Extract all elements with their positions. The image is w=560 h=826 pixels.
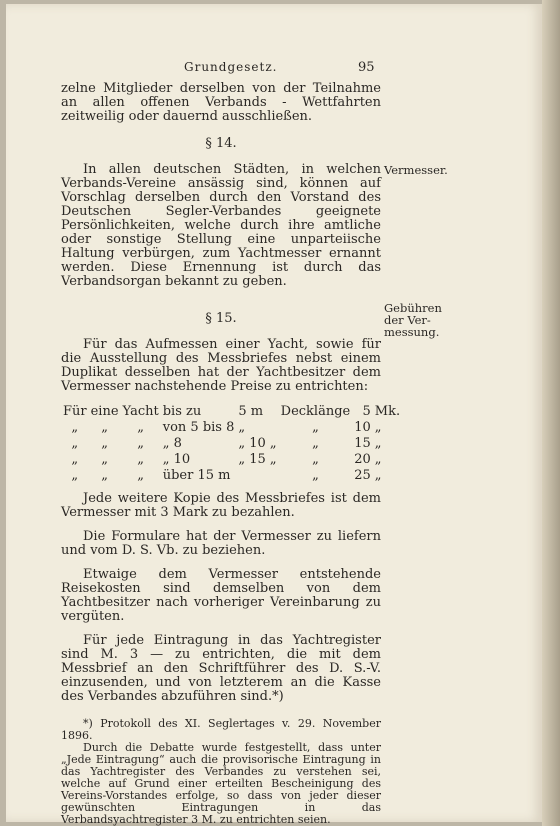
price-cell: „ bbox=[101, 452, 108, 467]
footnote-reference: *) Protokoll des XI. Seglertages v. 29. November 1896. bbox=[61, 717, 381, 742]
price-cell: „ bbox=[137, 452, 144, 467]
price-cell: „ bbox=[101, 436, 108, 451]
price-cell: „ bbox=[137, 436, 144, 451]
running-title: Grundgesetz. bbox=[184, 60, 278, 74]
price-cell: „ bbox=[101, 420, 108, 435]
price-table bbox=[61, 404, 402, 484]
price-value: 10 bbox=[354, 420, 371, 435]
price-row bbox=[61, 452, 402, 468]
price-value: 25 bbox=[354, 468, 371, 483]
price-value: 15 bbox=[354, 436, 371, 451]
price-cell: über 15 m bbox=[162, 468, 231, 483]
book-page bbox=[6, 4, 542, 826]
price-cell: „ bbox=[71, 420, 79, 435]
margin-note-line: der Ver- bbox=[384, 313, 431, 327]
price-cell: Für bbox=[63, 404, 87, 419]
price-cell: Yacht bbox=[122, 404, 159, 419]
section-15-heading: § 15. bbox=[205, 311, 237, 326]
travel-costs-paragraph: Etwaige dem Vermesser entstehende Reisekosten sind demselben von dem Yachtbesitzer nach vorheriger Vereinbarung zu vergüten. bbox=[61, 567, 381, 624]
price-cell: „ 10 bbox=[162, 452, 191, 467]
price-unit: „ bbox=[374, 452, 382, 467]
page-header bbox=[6, 60, 542, 80]
price-cell bbox=[236, 468, 278, 484]
price-unit: „ bbox=[374, 468, 382, 483]
price-cell: „ 8 bbox=[162, 436, 182, 451]
price-cell: „ bbox=[312, 436, 319, 451]
price-cell: bis zu bbox=[162, 404, 202, 419]
price-unit: „ bbox=[374, 436, 382, 451]
price-cell: „ bbox=[137, 420, 144, 435]
price-cell: „ bbox=[101, 468, 108, 483]
price-cell: „ 10 „ bbox=[238, 436, 277, 451]
price-cell: „ bbox=[71, 452, 79, 467]
price-cell: „ bbox=[71, 468, 79, 483]
forms-paragraph: Die Formulare hat der Vermesser zu liefern und vom D. S. Vb. zu beziehen. bbox=[61, 529, 381, 558]
price-row bbox=[61, 404, 402, 420]
price-value: 20 bbox=[354, 452, 371, 467]
main-text bbox=[61, 81, 401, 826]
registry-fee-paragraph: Für jede Eintragung in das Yachtregister sind M. 3 — zu entrichten, die mit dem Messbrief an den Schriftführer des D. S.-V. einzusenden, und von letzterem an die Kasse des Verbandes abzuführen sind.*) bbox=[61, 633, 381, 704]
section-14-paragraph: In allen deutschen Städten, in welchen Verbands-Vereine ansässig sind, können auf Vorschlag derselben durch den Vorstand des Deutschen Segler-Verbandes geeignete Persönlichkeiten, welche durch ihre amtliche oder sonstige Stellung eine unparteiische Haltung verbürgen, zum Yachtmesser ernannt werden. Diese Ernennung ist durch das Verbandsorgan bekannt zu geben. bbox=[61, 162, 381, 289]
price-cell: „ bbox=[312, 420, 319, 435]
price-unit: „ bbox=[374, 420, 382, 435]
price-value: 5 bbox=[362, 404, 371, 419]
margin-note-vermesser: Vermesser. bbox=[384, 163, 448, 177]
section-15-paragraph: Für das Aufmessen einer Yacht, sowie für die Ausstellung des Messbriefes nebst einem Duplikat desselben hat der Yachtbesitzer dem Vermesser nachstehende Preise zu entrichten: bbox=[61, 337, 381, 394]
page-edge bbox=[542, 0, 560, 826]
price-cell: eine bbox=[90, 404, 119, 419]
price-cell: „ 15 „ bbox=[238, 452, 277, 467]
price-cell: „ bbox=[312, 468, 319, 483]
price-row bbox=[61, 436, 402, 452]
price-row bbox=[61, 420, 402, 436]
continuation-paragraph: zelne Mitglieder derselben von der Teilnahme an allen offenen Verbands - Wettfahrten zeitweilig oder dauernd ausschließen. bbox=[61, 81, 381, 124]
margin-note-gebuehren bbox=[384, 302, 442, 338]
price-cell: „ bbox=[71, 436, 79, 451]
footnote bbox=[61, 718, 381, 826]
price-unit: Mk. bbox=[374, 404, 401, 419]
price-cell: 5 m bbox=[238, 404, 264, 419]
section-14-heading: § 14. bbox=[205, 136, 237, 151]
price-cell: Decklänge bbox=[280, 404, 351, 419]
price-row bbox=[61, 468, 402, 484]
price-cell: von 5 bis 8 bbox=[162, 420, 235, 435]
price-cell: „ bbox=[312, 452, 319, 467]
page-number: 95 bbox=[358, 60, 375, 75]
price-cell: „ bbox=[137, 468, 144, 483]
margin-note-line: messung. bbox=[384, 325, 440, 339]
price-cell: „ bbox=[238, 420, 246, 435]
footnote-text: Durch die Debatte wurde festgestellt, dass unter „Jede Eintragung“ auch die provisorische Eintragung in das Yachtregister des Verbandes zu verstehen sei, welche auf Grund einer erteilten Bescheinigung des Vereins-Vorstandes erfolge, so dass von jeder dieser gewünschten Eintragungen in das Verbandsyachtregister 3 M. zu entrichten seien. bbox=[61, 741, 381, 826]
copy-fee-paragraph: Jede weitere Kopie des Messbriefes ist dem Vermesser mit 3 Mark zu bezahlen. bbox=[61, 491, 381, 520]
margin-note-line: Gebühren bbox=[384, 301, 442, 315]
